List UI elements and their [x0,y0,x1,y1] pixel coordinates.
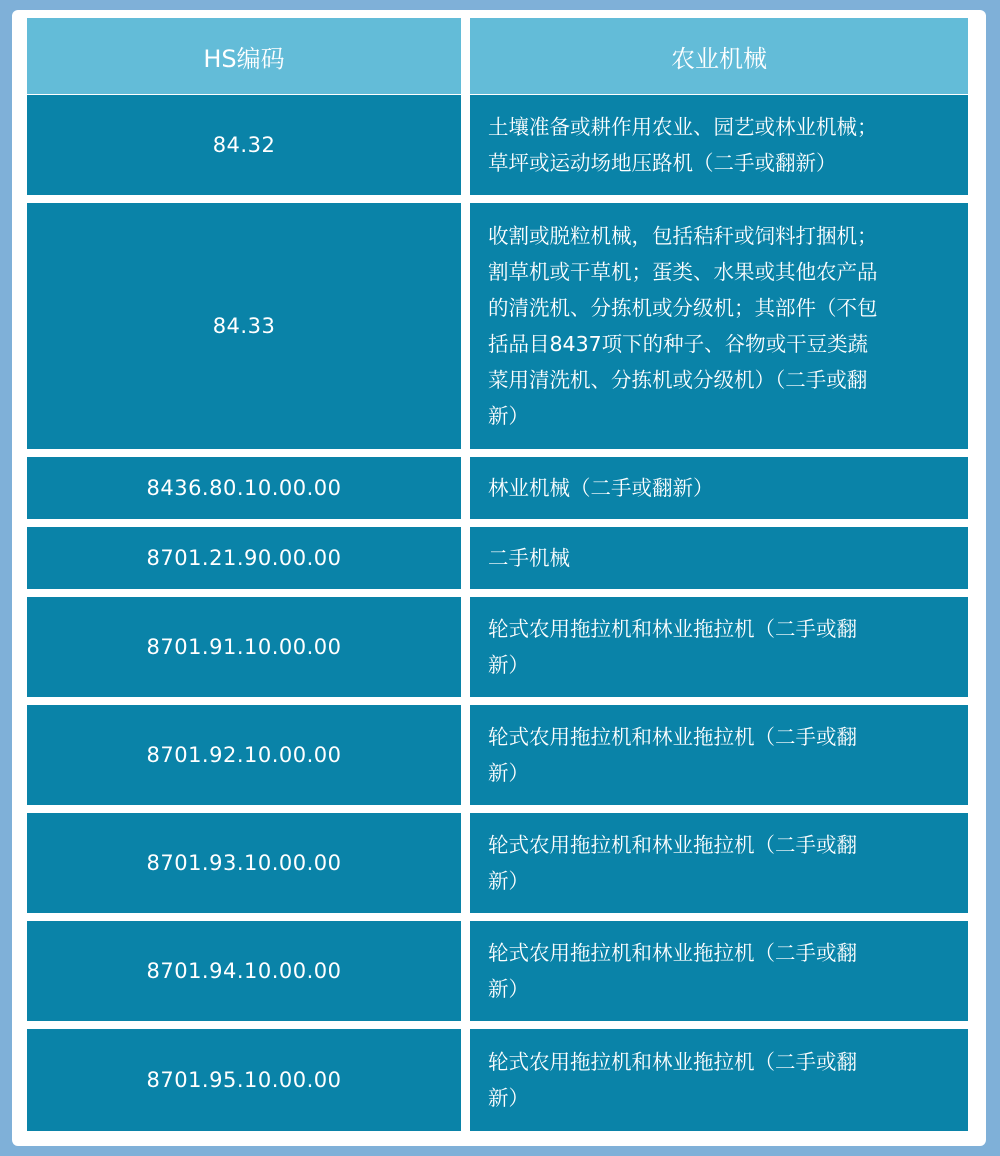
row-description: 林业机械（二手或翻新） [470,457,968,519]
row-description: 轮式农用拖拉机和林业拖拉机（二手或翻 新） [470,813,968,913]
hs-code-table [12,10,986,1146]
row-code: 8436.80.10.00.00 [27,457,461,519]
row-description: 收割或脱粒机械，包括秸秆或饲料打捆机； 割草机或干草机；蛋类、水果或其他农产品 的清洗机、分拣机或分级机；其部件（不包 括品目8437项下的种子、谷物或干豆类蔬 菜用清洗机、分拣机或分级机）（二手或翻 新） [470,203,968,449]
row-code: 8701.94.10.00.00 [27,921,461,1021]
row-code: 84.33 [27,203,461,449]
row-code: 8701.21.90.00.00 [27,527,461,589]
row-description: 二手机械 [470,527,968,589]
row-code: 8701.91.10.00.00 [27,597,461,697]
row-description: 轮式农用拖拉机和林业拖拉机（二手或翻 新） [470,705,968,805]
row-description: 轮式农用拖拉机和林业拖拉机（二手或翻 新） [470,1029,968,1131]
row-description: 土壤准备或耕作用农业、园艺或林业机械； 草坪或运动场地压路机（二手或翻新） [470,95,968,195]
header-hs-code: HS编码 [27,18,461,94]
header-agricultural-machinery: 农业机械 [470,18,968,94]
row-code: 84.32 [27,95,461,195]
row-code: 8701.93.10.00.00 [27,813,461,913]
row-code: 8701.92.10.00.00 [27,705,461,805]
row-description: 轮式农用拖拉机和林业拖拉机（二手或翻 新） [470,921,968,1021]
row-description: 轮式农用拖拉机和林业拖拉机（二手或翻 新） [470,597,968,697]
row-code: 8701.95.10.00.00 [27,1029,461,1131]
